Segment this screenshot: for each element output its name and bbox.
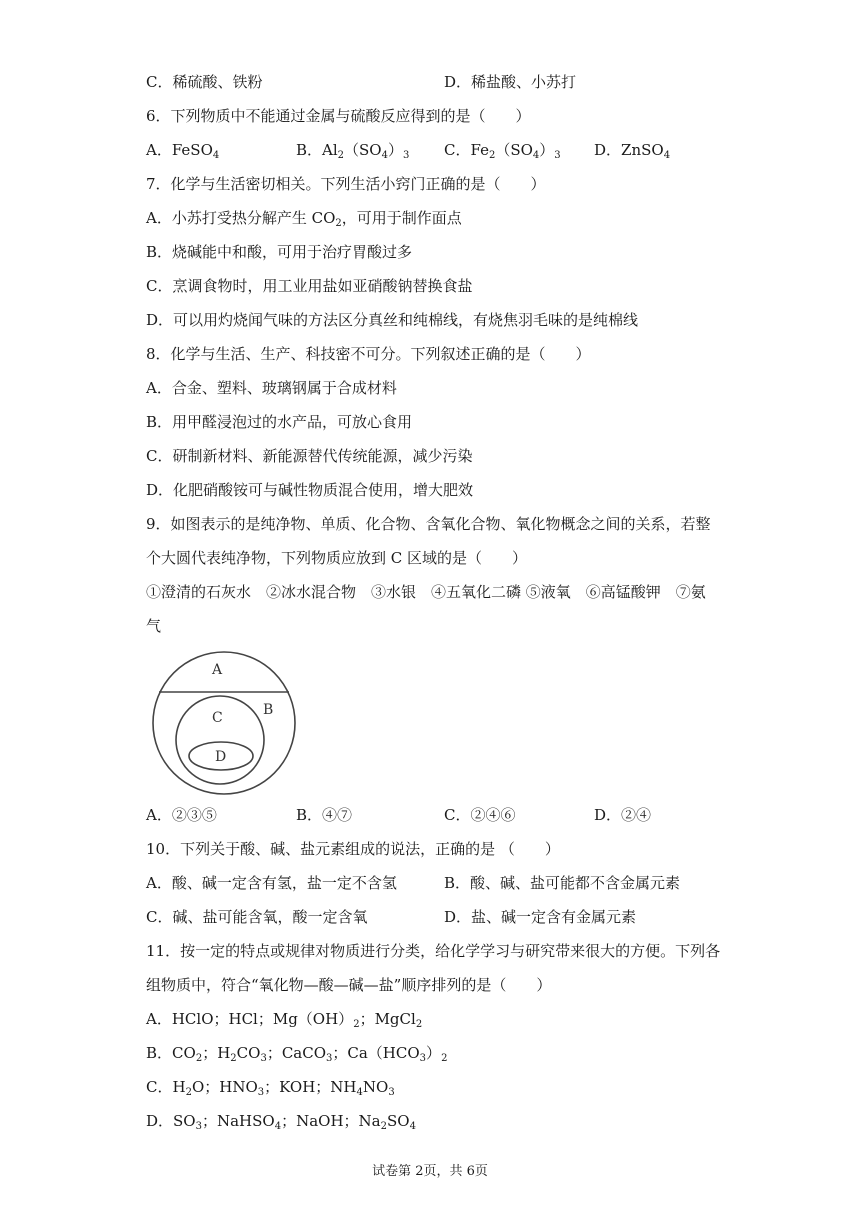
q6-option-b: B．$Al_2(SO_4)_3$ [296,141,410,161]
q8-stem: 8．化学与生活、生产、科技密不可分。下列叙述正确的是（ ） [146,345,591,363]
q8-option-c: C．研制新材料、新能源替代传统能源，减少污染 [146,447,473,465]
label-a: A [212,662,223,678]
q11-option-c: C．$H_2O$；$HNO_3$；KOH；$NH_4NO_3$ [146,1078,395,1098]
q6-option-a: A．FeSO$_4$ [146,141,220,161]
q10-option-a: A．酸、碱一定含有氢，盐一定不含氢 [146,874,397,892]
q9-items-line1: ①澄清的石灰水 ②冰水混合物 ③水银 ④五氧化二磷 ⑤液氧 ⑥高锰酸钾 ⑦氨 [146,583,706,601]
q6-option-c: C．$Fe_2(SO_4)_3$ [444,141,561,161]
page-footer: 试卷第 2页，共 6页 [372,1164,488,1179]
q11-stem-line1: 11．按一定的特点或规律对物质进行分类，给化学学习与研究带来很大的方便。下列各 [146,942,721,960]
q9-option-b: B．④⑦ [296,806,353,824]
q6-stem: 6．下列物质中不能通过金属与硫酸反应得到的是（ ） [146,107,531,125]
q9-items-line2: 气 [146,617,162,635]
q10-option-b: B．酸、碱、盐可能都不含金属元素 [444,874,681,892]
q9-option-c: C．②④⑥ [444,806,516,824]
q9-option-d: D．②④ [594,806,652,824]
q10-stem: 10．下列关于酸、碱、盐元素组成的说法，正确的是 （ ） [146,840,560,858]
label-b: B [263,702,274,718]
q8-option-d: D．化肥硝酸铵可与碱性物质混合使用，增大肥效 [146,481,474,499]
q10-option-d: D．盐、碱一定含有金属元素 [444,908,637,926]
q6-option-d: D．ZnSO$_4$ [594,141,671,161]
q7-option-d: D．可以用灼烧闻气味的方法区分真丝和纯棉线，有烧焦羽毛味的是纯棉线 [146,311,639,329]
q10-option-c: C．碱、盐可能含氧，酸一定含氧 [146,908,368,926]
q7-option-a: A．小苏打受热分解产生 $CO_2$，可用于制作面点 [146,209,462,229]
label-d: D [215,749,227,765]
q9-stem-line1: 9．如图表示的是纯净物、单质、化合物、含氧化合物、氧化物概念之间的关系，若整 [146,515,711,533]
label-c: C [212,710,223,726]
q11-option-a: A．HClO；HCl；$Mg(OH)_2$；MgCl$_2$ [146,1010,423,1030]
circle-pure-substance [153,652,295,794]
q8-option-a: A．合金、塑料、玻璃钢属于合成材料 [146,379,397,397]
q7-option-b: B．烧碱能中和酸，可用于治疗胃酸过多 [146,243,413,261]
q9-stem-line2: 个大圆代表纯净物，下列物质应放到 C 区域的是（ ） [146,549,528,567]
q11-option-b: B．$CO_2$；$H_2CO_3$；CaCO$_3$；$Ca(HCO_3)_2$ [146,1044,448,1064]
q7-option-c: C．烹调食物时，用工业用盐如亚硝酸钠替换食盐 [146,277,473,295]
q7-stem: 7．化学与生活密切相关。下列生活小窍门正确的是（ ） [146,175,546,193]
q9-option-a: A．②③⑤ [146,806,217,824]
concept-venn-diagram [140,650,310,800]
q11-stem-line2: 组物质中，符合“氧化物—酸—碱—盐”顺序排列的是（ ） [146,976,552,994]
q11-option-d: D．$SO_3$；NaHSO$_4$；NaOH；$Na_2SO_4$ [146,1112,416,1132]
q5-option-d: D．稀盐酸、小苏打 [444,73,577,91]
q8-option-b: B．用甲醛浸泡过的水产品，可放心食用 [146,413,413,431]
q5-option-c: C．稀硫酸、铁粉 [146,73,263,91]
